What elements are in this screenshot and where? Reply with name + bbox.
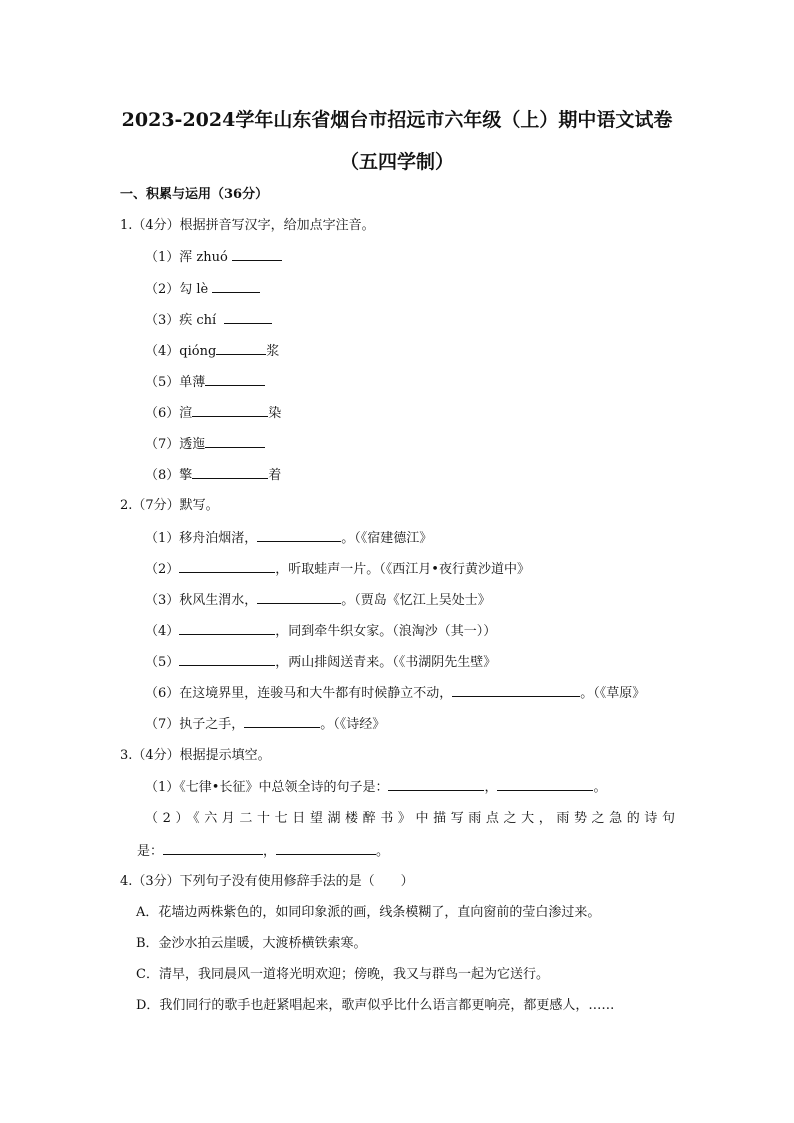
q2-line-5: （5） ，两山排闼送青来。（《书湖阴先生壁》 [145,655,497,670]
q2-line-4: （4） ，同到牵牛织女家。（浪淘沙（其一）） [145,624,497,639]
option-a[interactable]: A．花墙边两株紫色的，如同印象派的画，线条模糊了，直向窗前的莹白渗过来。 [136,905,601,920]
answer-blank[interactable] [216,342,266,355]
q1-item-4: （4）qióng 浆 [145,344,280,359]
option-b[interactable]: B．金沙水拍云崖暖，大渡桥横铁索寒。 [136,936,367,951]
answer-blank[interactable] [244,715,320,728]
answer-blank[interactable] [232,248,282,261]
q3-line-2: （2）《六月二十七日望湖楼醉书》中描写雨点之大，雨势之急的诗句 [145,811,675,826]
answer-blank[interactable] [179,560,275,573]
answer-blank[interactable] [257,591,341,604]
answer-blank[interactable] [205,435,265,448]
q2-line-6: （6）在这境界里，连骏马和大牛都有时候静立不动， 。（《草原》 [145,686,646,701]
answer-blank[interactable] [192,466,268,479]
answer-blank[interactable] [212,280,260,293]
q1-item-8: （8）擎 着 [145,468,282,483]
option-d[interactable]: D．我们同行的歌手也赶紧唱起来，歌声似乎比什么语言都更响亮，都更感人，…… [136,998,615,1013]
answer-blank[interactable] [497,778,593,791]
q1-item-5: （5）单薄 [145,373,265,392]
answer-blank[interactable] [192,404,268,417]
q2-line-1: （1）移舟泊烟渚， 。（《宿建德江》 [145,531,433,546]
question-1-stem: 1.（4分）根据拼音写汉字，给加点字注音。 [120,218,375,233]
answer-blank[interactable] [163,842,263,855]
q1-item-2: （2）勾 lè [145,280,260,299]
section-heading: 一、积累与运用（36分） [120,187,269,202]
answer-blank[interactable] [276,842,376,855]
q2-line-3: （3）秋风生渭水， 。（贾岛《忆江上吴处士》 [145,593,491,608]
q1-item-1: （1）浑 zhuó [145,248,282,267]
q3-line-3: 是： ， 。 [137,844,390,859]
answer-blank[interactable] [205,373,265,386]
q1-item-7: （7）透迤 [145,435,265,454]
option-c[interactable]: C．清早，我同晨风一道将光明欢迎；傍晚，我又与群鸟一起为它送行。 [136,967,549,982]
q1-item-6: （6）渲 染 [145,406,282,421]
answer-blank[interactable] [388,778,484,791]
question-2-stem: 2.（7分）默写。 [120,498,219,513]
q2-line-7: （7）执子之手， 。（《诗经》 [145,717,386,732]
answer-blank[interactable] [224,311,272,324]
answer-blank[interactable] [257,529,341,542]
q2-line-2: （2） ，听取蛙声一片。（《西江月•夜行黄沙道中》 [145,562,530,577]
q3-line-1: （1）《七律•长征》中总领全诗的句子是： ， 。 [145,780,607,795]
answer-blank[interactable] [179,653,275,666]
answer-blank[interactable] [179,622,275,635]
page-title: 2023-2024学年山东省烟台市招远市六年级（上）期中语文试卷 [121,109,673,131]
question-4-stem: 4.（3分）下列句子没有使用修辞手法的是（ ） [120,874,414,889]
q1-item-3: （3）疾 chí [145,311,272,330]
question-3-stem: 3.（4分）根据提示填空。 [120,748,271,763]
answer-blank[interactable] [452,684,580,697]
page-subtitle: （五四学制） [339,151,454,173]
